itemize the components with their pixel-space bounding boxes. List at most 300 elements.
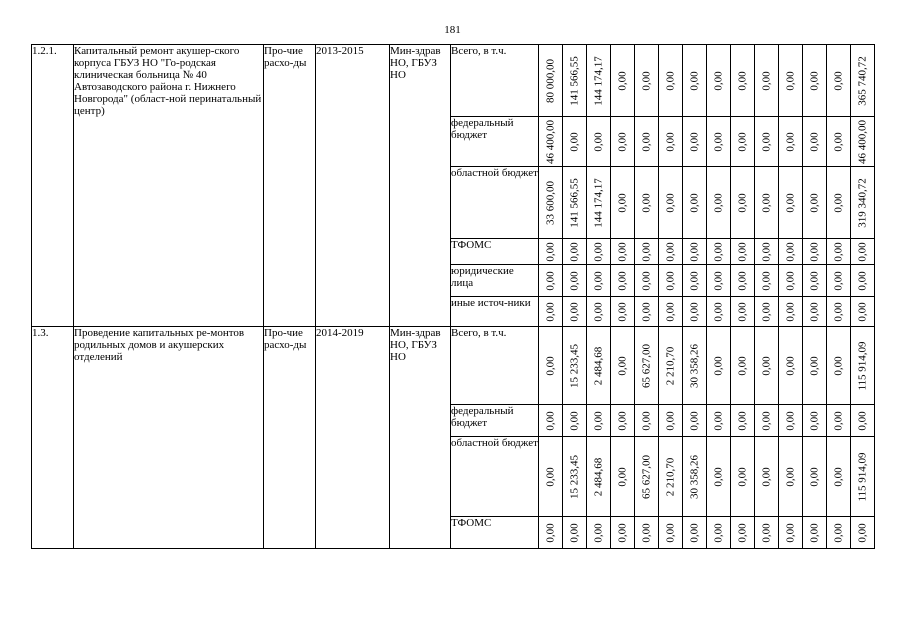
- amount-value: 65 627,00: [640, 343, 652, 388]
- amount-cell: [707, 167, 731, 239]
- amount-cell: [659, 167, 683, 239]
- amount-value: 0,00: [736, 131, 748, 152]
- amount-value: 0,00: [856, 270, 868, 291]
- expense-type: Про-чие расхо-ды: [264, 45, 316, 327]
- amount-value: 0,00: [616, 270, 628, 291]
- amount-value: 0,00: [616, 466, 628, 487]
- amount-value: 0,00: [712, 131, 724, 152]
- amount-cell: [803, 265, 827, 297]
- amount-cell: [659, 265, 683, 297]
- amount-value: 0,00: [640, 270, 652, 291]
- amount-value: 0,00: [544, 522, 556, 543]
- amount-cell: [587, 167, 611, 239]
- period: 2014-2019: [316, 327, 390, 549]
- program-table: [31, 44, 875, 549]
- amount-cell: [755, 517, 779, 549]
- amount-cell: [635, 239, 659, 265]
- amount-cell: [851, 327, 875, 405]
- amount-cell: [611, 517, 635, 549]
- amount-cell: [803, 517, 827, 549]
- amount-cell: [827, 517, 851, 549]
- amount-cell: [683, 405, 707, 437]
- amount-cell: [707, 327, 731, 405]
- amount-value: 0,00: [832, 522, 844, 543]
- amount-cell: [755, 437, 779, 517]
- amount-value: 0,00: [784, 466, 796, 487]
- amount-value: 0,00: [688, 70, 700, 91]
- amount-cell: [707, 117, 731, 167]
- funding-source-label: федеральный бюджет: [451, 117, 539, 167]
- amount-value: 0,00: [544, 241, 556, 262]
- funding-source-label: областной бюджет: [451, 167, 539, 239]
- amount-cell: [563, 45, 587, 117]
- amount-cell: [707, 239, 731, 265]
- amount-value: 0,00: [712, 301, 724, 322]
- amount-value: 319 340,72: [856, 177, 868, 228]
- amount-value: 0,00: [808, 70, 820, 91]
- amount-cell: [611, 297, 635, 327]
- amount-value: 0,00: [784, 131, 796, 152]
- amount-value: 144 174,17: [592, 55, 604, 106]
- amount-cell: [683, 239, 707, 265]
- amount-cell: [731, 265, 755, 297]
- amount-cell: [611, 167, 635, 239]
- amount-cell: [851, 297, 875, 327]
- funding-source-label: Всего, в т.ч.: [451, 45, 539, 117]
- amount-value: 30 358,26: [688, 454, 700, 499]
- funding-source-label: ТФОМС: [451, 239, 539, 265]
- amount-cell: [659, 517, 683, 549]
- amount-cell: [683, 327, 707, 405]
- amount-cell: [611, 117, 635, 167]
- amount-cell: [683, 45, 707, 117]
- amount-cell: [851, 45, 875, 117]
- amount-value: 0,00: [832, 70, 844, 91]
- amount-value: 0,00: [688, 192, 700, 213]
- amount-value: 0,00: [688, 410, 700, 431]
- amount-value: 0,00: [808, 355, 820, 376]
- amount-value: 0,00: [736, 241, 748, 262]
- amount-value: 0,00: [568, 270, 580, 291]
- amount-cell: [707, 437, 731, 517]
- amount-cell: [755, 327, 779, 405]
- amount-cell: [779, 45, 803, 117]
- amount-value: 0,00: [688, 301, 700, 322]
- amount-value: 0,00: [760, 131, 772, 152]
- amount-value: 0,00: [664, 131, 676, 152]
- amount-value: 0,00: [664, 241, 676, 262]
- amount-value: 0,00: [832, 410, 844, 431]
- item-number: 1.3.: [32, 327, 74, 549]
- amount-cell: [659, 45, 683, 117]
- amount-value: 0,00: [712, 70, 724, 91]
- amount-value: 0,00: [640, 192, 652, 213]
- amount-value: 0,00: [736, 70, 748, 91]
- amount-value: 0,00: [808, 270, 820, 291]
- amount-cell: [659, 405, 683, 437]
- amount-cell: [683, 117, 707, 167]
- executor: Мин-здрав НО, ГБУЗ НО: [390, 45, 451, 327]
- amount-cell: [587, 239, 611, 265]
- amount-cell: [779, 117, 803, 167]
- amount-value: 0,00: [616, 131, 628, 152]
- amount-value: 0,00: [568, 131, 580, 152]
- table-body: [32, 45, 875, 549]
- amount-value: 0,00: [856, 301, 868, 322]
- amount-cell: [827, 117, 851, 167]
- amount-value: 0,00: [664, 192, 676, 213]
- amount-value: 0,00: [568, 522, 580, 543]
- amount-value: 0,00: [664, 301, 676, 322]
- amount-value: 0,00: [808, 192, 820, 213]
- amount-cell: [803, 405, 827, 437]
- expense-type: Про-чие расхо-ды: [264, 327, 316, 549]
- amount-cell: [635, 517, 659, 549]
- amount-value: 0,00: [640, 301, 652, 322]
- amount-value: 0,00: [832, 270, 844, 291]
- amount-cell: [539, 239, 563, 265]
- amount-cell: [539, 517, 563, 549]
- amount-cell: [827, 297, 851, 327]
- amount-cell: [611, 265, 635, 297]
- amount-value: 2 484,68: [592, 457, 604, 496]
- amount-value: 144 174,17: [592, 177, 604, 228]
- amount-cell: [731, 517, 755, 549]
- amount-cell: [539, 45, 563, 117]
- amount-cell: [779, 517, 803, 549]
- amount-cell: [659, 327, 683, 405]
- amount-value: 0,00: [712, 192, 724, 213]
- funding-source-label: иные источ-ники: [451, 297, 539, 327]
- amount-value: 0,00: [760, 355, 772, 376]
- item-name: Капитальный ремонт акушер-ского корпуса ГБУЗ НО "Го-родская клиническая больница № 40 Автозаводского района г. Нижнего Новгорода" (област-ной перинатальный центр): [74, 45, 264, 327]
- amount-cell: [707, 405, 731, 437]
- amount-value: 80 000,00: [544, 58, 556, 103]
- amount-value: 0,00: [616, 241, 628, 262]
- amount-value: 0,00: [736, 192, 748, 213]
- amount-cell: [587, 517, 611, 549]
- amount-value: 0,00: [688, 270, 700, 291]
- amount-value: 0,00: [832, 131, 844, 152]
- amount-value: 0,00: [568, 241, 580, 262]
- amount-value: 0,00: [832, 466, 844, 487]
- amount-cell: [803, 297, 827, 327]
- amount-value: 0,00: [616, 355, 628, 376]
- amount-cell: [635, 405, 659, 437]
- amount-cell: [851, 167, 875, 239]
- page-number: 181: [444, 24, 461, 36]
- amount-value: 2 210,70: [664, 457, 676, 496]
- amount-cell: [635, 437, 659, 517]
- amount-cell: [755, 405, 779, 437]
- amount-value: 0,00: [856, 522, 868, 543]
- table-row: [32, 327, 875, 405]
- amount-value: 141 566,55: [568, 55, 580, 106]
- amount-cell: [611, 239, 635, 265]
- amount-cell: [851, 437, 875, 517]
- funding-source-label: юридические лица: [451, 265, 539, 297]
- amount-cell: [683, 517, 707, 549]
- amount-value: 0,00: [784, 70, 796, 91]
- item-name: Проведение капитальных ре-монтов родильных домов и акушерских отделений: [74, 327, 264, 549]
- amount-value: 0,00: [616, 301, 628, 322]
- amount-cell: [731, 167, 755, 239]
- amount-value: 2 210,70: [664, 346, 676, 385]
- amount-value: 65 627,00: [640, 454, 652, 499]
- amount-cell: [755, 239, 779, 265]
- amount-cell: [779, 405, 803, 437]
- amount-cell: [659, 239, 683, 265]
- amount-value: 0,00: [664, 270, 676, 291]
- amount-cell: [707, 297, 731, 327]
- amount-cell: [779, 167, 803, 239]
- amount-value: 0,00: [832, 192, 844, 213]
- item-number: 1.2.1.: [32, 45, 74, 327]
- amount-value: 0,00: [616, 410, 628, 431]
- amount-cell: [779, 437, 803, 517]
- amount-value: 0,00: [544, 466, 556, 487]
- amount-value: 0,00: [640, 131, 652, 152]
- amount-value: 0,00: [760, 241, 772, 262]
- amount-value: 2 484,68: [592, 346, 604, 385]
- amount-value: 0,00: [832, 301, 844, 322]
- amount-cell: [731, 437, 755, 517]
- amount-cell: [635, 167, 659, 239]
- amount-value: 15 233,45: [568, 454, 580, 499]
- amount-value: 0,00: [616, 70, 628, 91]
- amount-value: 0,00: [616, 192, 628, 213]
- amount-value: 30 358,26: [688, 343, 700, 388]
- amount-cell: [731, 405, 755, 437]
- amount-cell: [563, 297, 587, 327]
- amount-cell: [755, 297, 779, 327]
- amount-value: 0,00: [664, 410, 676, 431]
- funding-source-label: областной бюджет: [451, 437, 539, 517]
- amount-value: 0,00: [592, 131, 604, 152]
- amount-value: 0,00: [592, 410, 604, 431]
- amount-value: 0,00: [712, 270, 724, 291]
- amount-value: 0,00: [736, 355, 748, 376]
- amount-cell: [539, 167, 563, 239]
- amount-value: 365 740,72: [856, 55, 868, 106]
- amount-value: 0,00: [808, 131, 820, 152]
- amount-value: 0,00: [712, 466, 724, 487]
- amount-cell: [755, 45, 779, 117]
- amount-cell: [659, 297, 683, 327]
- amount-value: 0,00: [760, 301, 772, 322]
- amount-cell: [587, 45, 611, 117]
- amount-value: 0,00: [688, 522, 700, 543]
- amount-cell: [755, 265, 779, 297]
- amount-cell: [635, 297, 659, 327]
- amount-value: 0,00: [760, 70, 772, 91]
- amount-value: 0,00: [760, 270, 772, 291]
- amount-cell: [779, 265, 803, 297]
- amount-cell: [563, 239, 587, 265]
- amount-value: 0,00: [832, 355, 844, 376]
- amount-cell: [851, 117, 875, 167]
- amount-cell: [587, 117, 611, 167]
- amount-value: 115 914,09: [856, 340, 868, 391]
- amount-value: 0,00: [592, 270, 604, 291]
- amount-value: 46 400,00: [544, 119, 556, 164]
- amount-cell: [587, 437, 611, 517]
- amount-value: 0,00: [784, 410, 796, 431]
- amount-value: 0,00: [784, 522, 796, 543]
- amount-value: 0,00: [784, 192, 796, 213]
- executor: Мин-здрав НО, ГБУЗ НО: [390, 327, 451, 549]
- amount-value: 0,00: [784, 270, 796, 291]
- amount-value: 0,00: [760, 522, 772, 543]
- amount-cell: [755, 117, 779, 167]
- amount-cell: [779, 297, 803, 327]
- amount-value: 0,00: [568, 410, 580, 431]
- amount-cell: [539, 265, 563, 297]
- amount-value: 0,00: [736, 270, 748, 291]
- amount-value: 0,00: [544, 410, 556, 431]
- amount-value: 0,00: [784, 355, 796, 376]
- amount-value: 0,00: [640, 410, 652, 431]
- amount-cell: [779, 327, 803, 405]
- amount-value: 0,00: [736, 410, 748, 431]
- amount-cell: [731, 327, 755, 405]
- amount-cell: [539, 327, 563, 405]
- amount-cell: [659, 437, 683, 517]
- amount-cell: [539, 405, 563, 437]
- amount-cell: [611, 327, 635, 405]
- amount-value: 0,00: [616, 522, 628, 543]
- amount-cell: [635, 327, 659, 405]
- amount-value: 0,00: [712, 241, 724, 262]
- amount-value: 0,00: [808, 522, 820, 543]
- amount-value: 0,00: [712, 355, 724, 376]
- amount-cell: [731, 117, 755, 167]
- amount-cell: [803, 239, 827, 265]
- amount-value: 0,00: [640, 70, 652, 91]
- amount-value: 0,00: [736, 522, 748, 543]
- amount-cell: [779, 239, 803, 265]
- amount-cell: [611, 437, 635, 517]
- table-row: [32, 45, 875, 117]
- amount-cell: [563, 117, 587, 167]
- amount-cell: [563, 405, 587, 437]
- amount-cell: [803, 327, 827, 405]
- amount-cell: [803, 45, 827, 117]
- funding-source-label: ТФОМС: [451, 517, 539, 549]
- amount-cell: [587, 297, 611, 327]
- amount-cell: [731, 297, 755, 327]
- amount-cell: [731, 45, 755, 117]
- amount-value: 0,00: [712, 522, 724, 543]
- amount-value: 0,00: [688, 131, 700, 152]
- amount-cell: [803, 167, 827, 239]
- amount-cell: [851, 239, 875, 265]
- amount-value: 0,00: [760, 410, 772, 431]
- amount-value: 0,00: [592, 301, 604, 322]
- amount-value: 0,00: [808, 301, 820, 322]
- amount-cell: [563, 517, 587, 549]
- amount-cell: [683, 265, 707, 297]
- amount-value: 0,00: [784, 241, 796, 262]
- amount-cell: [827, 45, 851, 117]
- amount-cell: [731, 239, 755, 265]
- amount-value: 0,00: [664, 522, 676, 543]
- amount-cell: [827, 327, 851, 405]
- amount-cell: [827, 265, 851, 297]
- amount-cell: [539, 297, 563, 327]
- amount-value: 0,00: [856, 241, 868, 262]
- amount-cell: [563, 437, 587, 517]
- amount-value: 0,00: [688, 241, 700, 262]
- amount-cell: [659, 117, 683, 167]
- amount-value: 0,00: [640, 522, 652, 543]
- funding-source-label: федеральный бюджет: [451, 405, 539, 437]
- amount-value: 0,00: [544, 270, 556, 291]
- amount-value: 0,00: [592, 241, 604, 262]
- amount-value: 115 914,09: [856, 451, 868, 502]
- amount-cell: [563, 327, 587, 405]
- amount-value: 0,00: [784, 301, 796, 322]
- amount-value: 0,00: [736, 301, 748, 322]
- amount-cell: [827, 239, 851, 265]
- amount-cell: [803, 117, 827, 167]
- amount-cell: [851, 517, 875, 549]
- amount-value: 0,00: [592, 522, 604, 543]
- amount-cell: [587, 265, 611, 297]
- amount-cell: [635, 117, 659, 167]
- amount-value: 0,00: [664, 70, 676, 91]
- amount-cell: [827, 437, 851, 517]
- amount-value: 0,00: [568, 301, 580, 322]
- amount-cell: [635, 45, 659, 117]
- amount-value: 0,00: [808, 410, 820, 431]
- amount-cell: [683, 297, 707, 327]
- amount-value: 0,00: [808, 241, 820, 262]
- amount-value: 0,00: [808, 466, 820, 487]
- amount-cell: [803, 437, 827, 517]
- amount-cell: [635, 265, 659, 297]
- amount-cell: [683, 167, 707, 239]
- amount-cell: [707, 265, 731, 297]
- amount-cell: [851, 405, 875, 437]
- amount-cell: [539, 437, 563, 517]
- amount-cell: [707, 517, 731, 549]
- amount-value: 0,00: [760, 466, 772, 487]
- amount-cell: [587, 327, 611, 405]
- period: 2013-2015: [316, 45, 390, 327]
- amount-cell: [707, 45, 731, 117]
- amount-value: 46 400,00: [856, 119, 868, 164]
- amount-value: 0,00: [544, 355, 556, 376]
- amount-cell: [755, 167, 779, 239]
- funding-source-label: Всего, в т.ч.: [451, 327, 539, 405]
- amount-value: 0,00: [736, 466, 748, 487]
- amount-value: 141 566,55: [568, 177, 580, 228]
- amount-cell: [827, 167, 851, 239]
- amount-cell: [683, 437, 707, 517]
- amount-cell: [587, 405, 611, 437]
- amount-cell: [611, 45, 635, 117]
- amount-value: 15 233,45: [568, 343, 580, 388]
- amount-value: 0,00: [712, 410, 724, 431]
- amount-cell: [563, 265, 587, 297]
- amount-cell: [827, 405, 851, 437]
- amount-cell: [539, 117, 563, 167]
- amount-cell: [563, 167, 587, 239]
- amount-value: 0,00: [640, 241, 652, 262]
- amount-value: 0,00: [856, 410, 868, 431]
- amount-value: 0,00: [760, 192, 772, 213]
